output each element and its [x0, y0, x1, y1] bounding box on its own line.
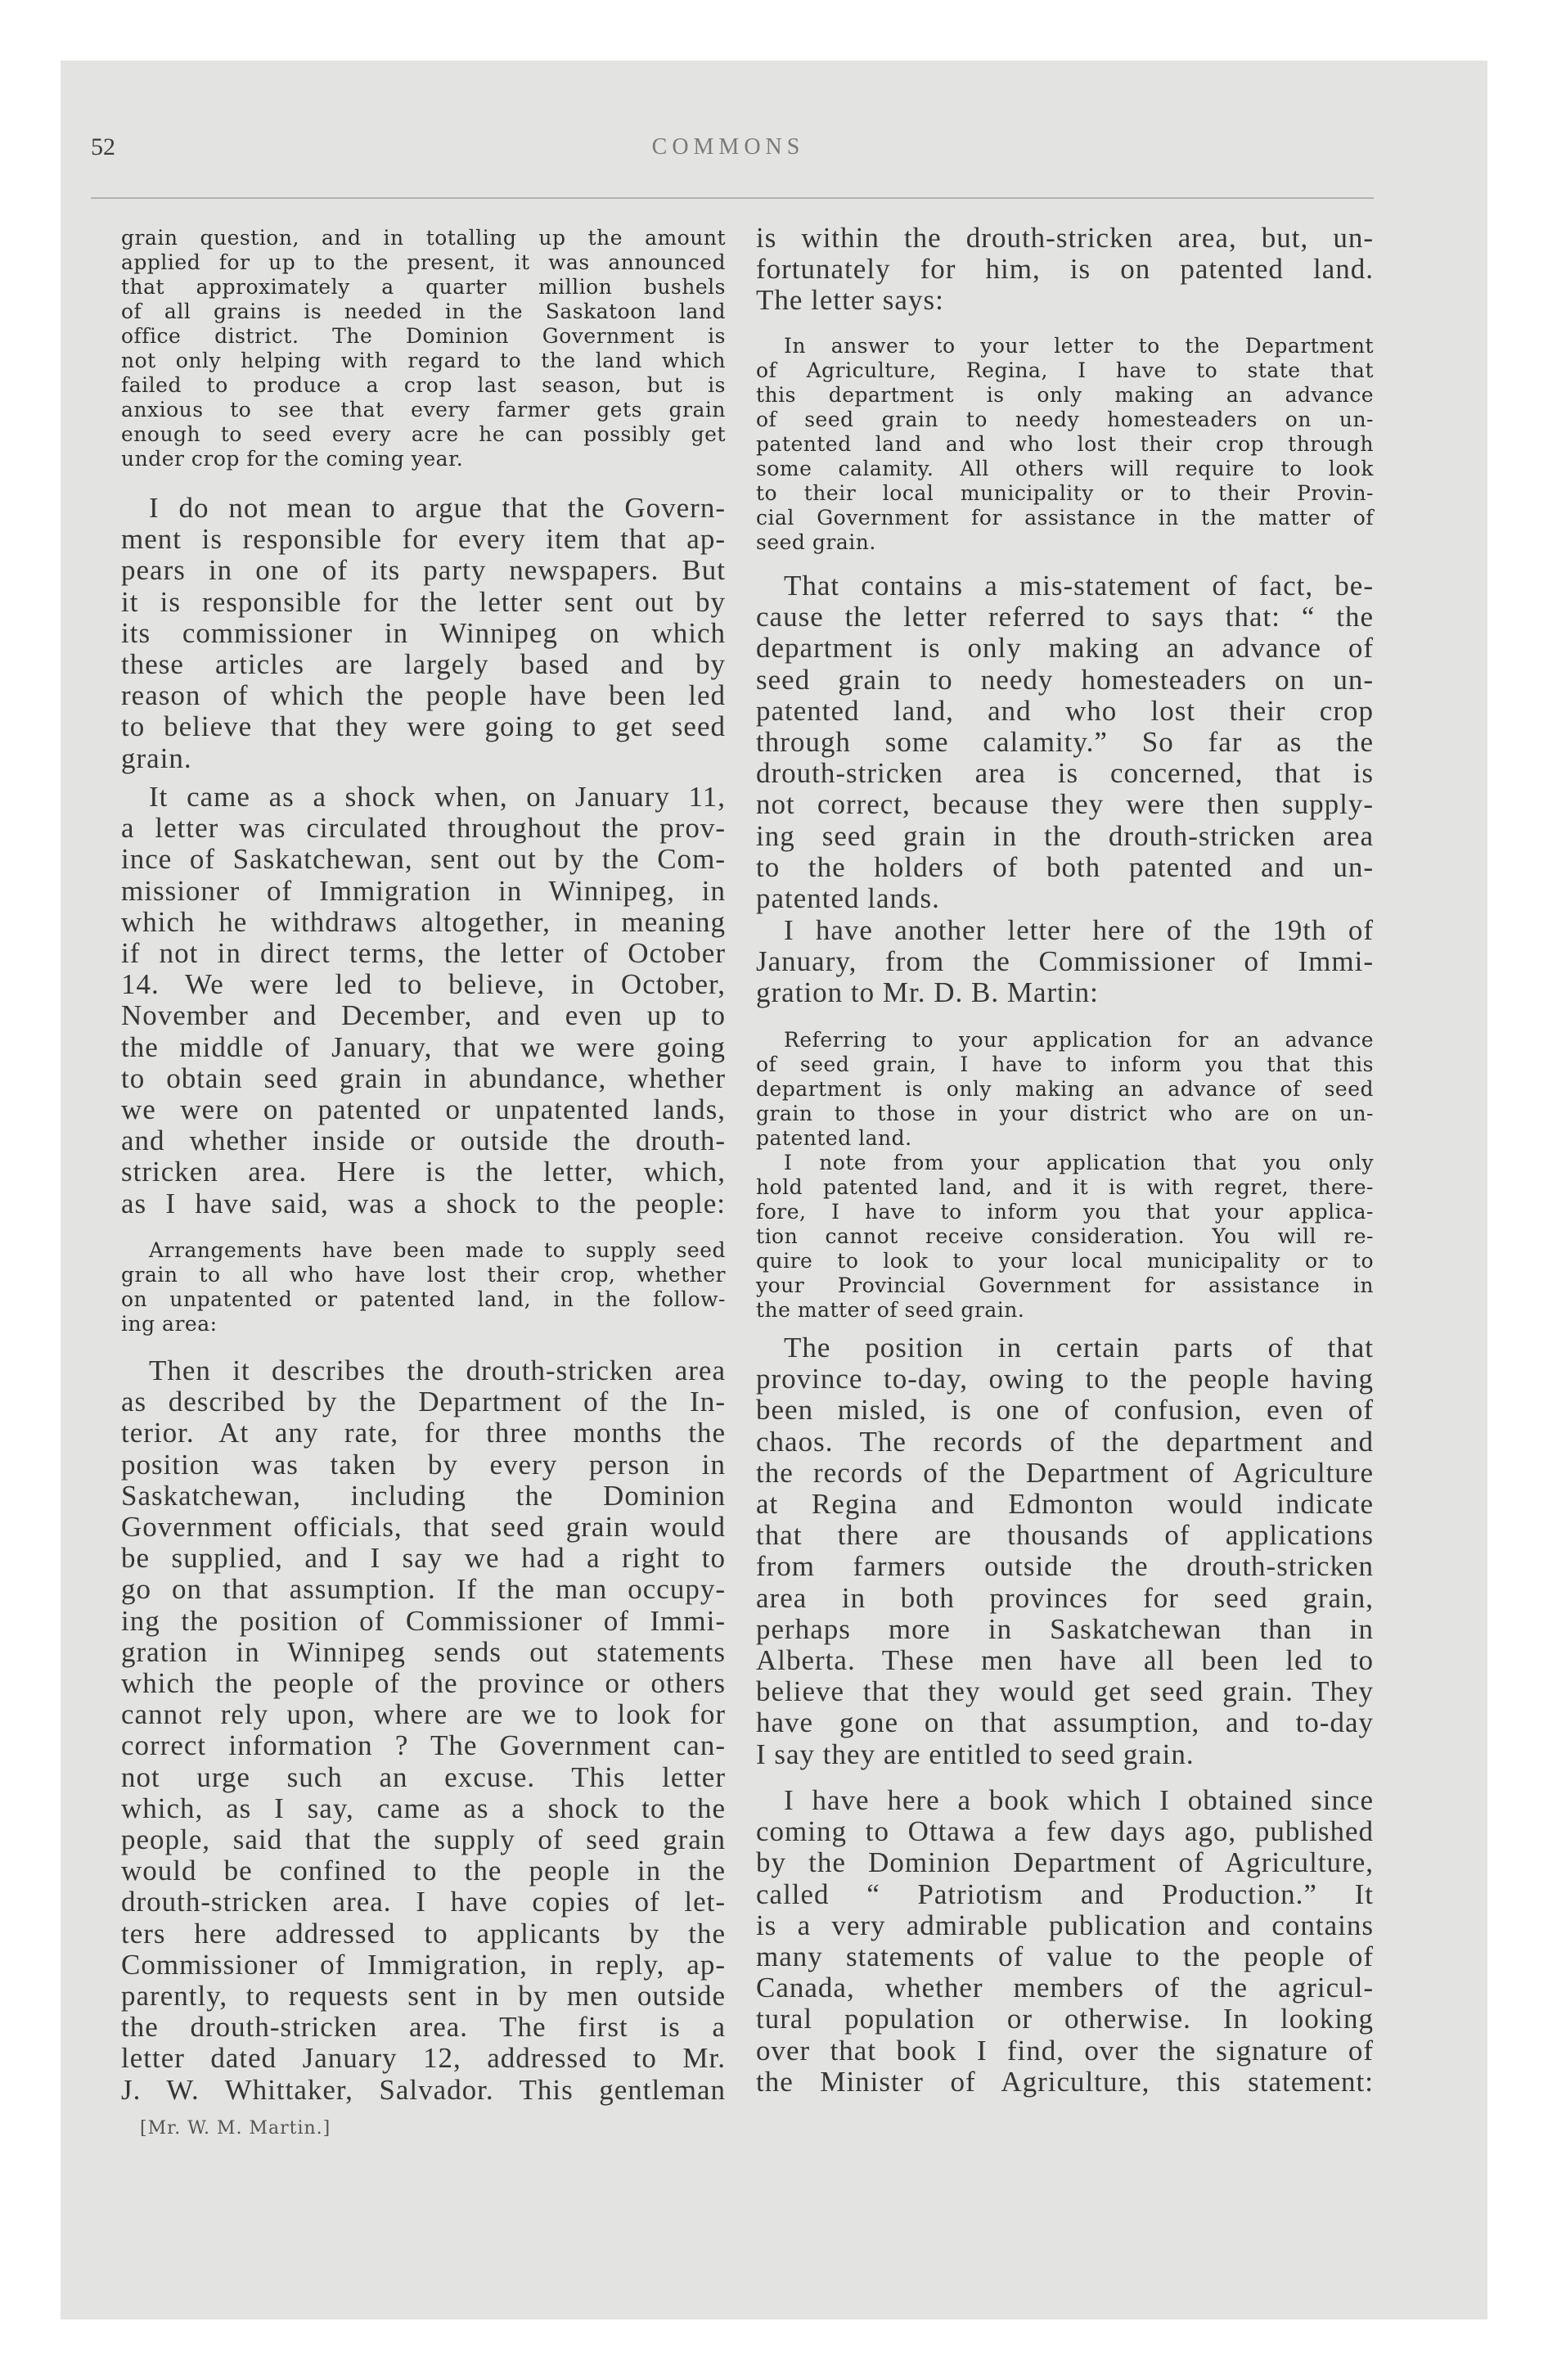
text-line: applied for up to the present, it was announced	[121, 250, 726, 274]
quoted-passage	[121, 1238, 726, 1336]
text-line: patented land.	[756, 1126, 912, 1150]
text-line: under crop for the coming year.	[121, 447, 464, 471]
text-line: Arrangements have been made to supply seed	[149, 1238, 726, 1262]
text-line: cannot rely upon, where are we to look for	[121, 1698, 726, 1731]
text-line: the matter of seed grain.	[756, 1298, 1025, 1322]
text-line: office district. The Dominion Government is	[121, 324, 726, 348]
quoted-letter	[756, 1028, 1374, 1151]
text-line: from farmers outside the drouth-stricken	[756, 1550, 1374, 1583]
text-line: as described by the Department of the In-	[121, 1386, 726, 1418]
body-paragraph	[756, 1332, 1374, 1770]
text-line: I do not mean to argue that the Govern-	[149, 492, 726, 524]
text-line: fortunately for him, is on patented land.	[756, 253, 1374, 286]
text-line: chaos. The records of the department and	[756, 1425, 1374, 1458]
text-line: which he withdraws altogether, in meaning	[121, 905, 726, 938]
text-line: which the people of the province or others	[121, 1667, 726, 1700]
text-line: its commissioner in Winnipeg on which	[121, 616, 726, 649]
text-line: The position in certain parts of that	[784, 1332, 1374, 1364]
text-line: area in both provinces for seed grain,	[756, 1581, 1374, 1614]
text-line: fore, I have to inform you that your applica-	[756, 1200, 1374, 1224]
text-line: perhaps more in Saskatchewan than in	[756, 1612, 1374, 1645]
text-line: It came as a shock when, on January 11,	[149, 781, 726, 813]
text-line: Canada, whether members of the agricul-	[756, 1972, 1374, 2004]
text-line: over that book I find, over the signature of	[756, 2034, 1374, 2067]
text-line: grain to those in your district who are on un-	[756, 1102, 1374, 1125]
text-line: some calamity. All others will require to look	[756, 457, 1374, 480]
text-line: position was taken by every person in	[121, 1448, 726, 1481]
text-line: quire to look to your local municipality or to	[756, 1249, 1374, 1273]
text-line: as I have said, was a shock to the people:	[121, 1187, 726, 1219]
text-line: January, from the Commissioner of Immi-	[756, 945, 1374, 978]
text-line: pears in one of its party newspapers. But	[121, 554, 726, 587]
text-line: to their local municipality or to their Provin-	[756, 481, 1374, 505]
text-line: go on that assumption. If the man occupy-	[121, 1573, 726, 1606]
text-line: ing seed grain in the drouth-stricken area	[756, 819, 1374, 852]
body-paragraph	[121, 1355, 726, 2106]
body-paragraph	[756, 570, 1374, 914]
text-line: ters here addressed to applicants by the	[121, 1917, 726, 1950]
text-line: ing the position of Commissioner of Immi-	[121, 1604, 726, 1637]
text-line: it is responsible for the letter sent out by	[121, 585, 726, 618]
text-line: the middle of January, that we were going	[121, 1030, 726, 1063]
text-line: grain to all who have lost their crop, whether	[121, 1263, 726, 1287]
text-line: to believe that they were going to get seed	[121, 710, 726, 743]
text-line: have gone on that assumption, and to-day	[756, 1706, 1374, 1739]
text-line: people, said that the supply of seed grain	[121, 1823, 726, 1856]
text-line: Alberta. These men have all been led to	[756, 1644, 1374, 1677]
text-line: drouth-stricken area. I have copies of let-	[121, 1886, 726, 1918]
text-line: which, as I say, came as a shock to the	[121, 1792, 726, 1824]
text-line: called “ Patriotism and Production.” It	[756, 1877, 1374, 1910]
text-line: not only helping with regard to the land which	[121, 349, 726, 372]
text-line: I say they are entitled to seed grain.	[756, 1738, 1195, 1770]
quoted-passage	[121, 226, 726, 471]
text-line: Referring to your application for an advance	[784, 1028, 1374, 1052]
text-line: of all grains is needed in the Saskatoon land	[121, 300, 726, 323]
text-line: province to-day, owing to the people having	[756, 1363, 1374, 1395]
text-line: stricken area. Here is the letter, which,	[121, 1156, 726, 1188]
text-line: that there are thousands of applications	[756, 1519, 1374, 1552]
text-line: is within the drouth-stricken area, but, un-	[756, 222, 1374, 254]
text-line: I have here a book which I obtained since	[784, 1784, 1374, 1816]
speaker-attribution: [Mr. W. M. Martin.]	[140, 2118, 331, 2139]
text-line: I note from your application that you only	[784, 1151, 1374, 1174]
text-line: Then it describes the drouth-stricken area	[149, 1355, 726, 1386]
text-line: been misled, is one of confusion, even of	[756, 1394, 1374, 1427]
text-line: on unpatented or patented land, in the follow-	[121, 1287, 726, 1311]
text-line: the drouth-stricken area. The first is a	[121, 2011, 726, 2044]
text-line: parently, to requests sent in by men outside	[121, 1980, 726, 2013]
text-line: coming to Ottawa a few days ago, published	[756, 1815, 1374, 1848]
text-line: the Minister of Agriculture, this statement:	[756, 2065, 1374, 2098]
text-line: to obtain seed grain in abundance, whether	[121, 1062, 726, 1094]
body-paragraph	[121, 782, 726, 1219]
text-line: be supplied, and I say we had a right to	[121, 1542, 726, 1575]
text-line: a letter was circulated throughout the prov-	[121, 812, 726, 845]
text-line: The letter says:	[756, 284, 944, 317]
text-line: not urge such an excuse. This letter	[121, 1760, 726, 1793]
text-line: hold patented land, and it is with regret, there-	[756, 1175, 1374, 1199]
text-line: to the holders of both patented and un-	[756, 850, 1374, 883]
text-line: believe that they would get seed grain. They	[756, 1675, 1374, 1708]
text-line: the records of the Department of Agriculture	[756, 1456, 1374, 1489]
text-line: correct information ? The Government can-	[121, 1729, 726, 1762]
text-line: is a very admirable publication and contains	[756, 1909, 1374, 1941]
text-line: through some calamity.” So far as the	[756, 726, 1374, 759]
text-line: Government officials, that seed grain would	[121, 1511, 726, 1544]
scanned-page	[61, 61, 1487, 2319]
text-line: ing area:	[121, 1312, 218, 1336]
text-line: cial Government for assistance in the matter of	[756, 506, 1374, 530]
running-title: COMMONS	[651, 134, 805, 160]
text-line: not correct, because they were then supply-	[756, 788, 1374, 821]
text-line: patented land and who lost their crop through	[756, 432, 1374, 456]
body-paragraph	[121, 493, 726, 774]
text-line: drouth-stricken area is concerned, that is	[756, 757, 1374, 790]
right-column	[756, 61, 1374, 2319]
text-line: failed to produce a crop last season, but is	[121, 373, 726, 397]
page-number: 52	[91, 133, 115, 160]
quoted-letter	[756, 1151, 1374, 1323]
body-paragraph	[756, 915, 1374, 1009]
body-paragraph	[756, 1785, 1374, 2098]
text-line: department is only making an advance of seed	[756, 1077, 1374, 1101]
text-line: grain question, and in totalling up the amount	[121, 226, 726, 250]
text-line: that approximately a quarter million bushels	[121, 275, 726, 299]
text-line: J. W. Whittaker, Salvador. This gentleman	[121, 2073, 726, 2106]
body-paragraph	[756, 223, 1374, 317]
text-line: anxious to see that every farmer gets grain	[121, 398, 726, 421]
text-line: grain.	[121, 741, 192, 774]
text-line: reason of which the people have been led	[121, 679, 726, 712]
text-line: Commissioner of Immigration, in reply, ap-	[121, 1948, 726, 1981]
text-line: tural population or otherwise. In looking	[756, 2003, 1374, 2035]
text-line: these articles are largely based and by	[121, 648, 726, 681]
text-line: by the Dominion Department of Agriculture,	[756, 1846, 1374, 1879]
text-line: That contains a mis-statement of fact, be-	[784, 570, 1374, 602]
text-line: of seed grain to needy homesteaders on un-	[756, 408, 1374, 431]
text-line: letter dated January 12, addressed to Mr.	[121, 2042, 726, 2075]
text-line: at Regina and Edmonton would indicate	[756, 1488, 1374, 1521]
text-line: department is only making an advance of	[756, 632, 1374, 665]
text-line: if not in direct terms, the letter of October	[121, 937, 726, 970]
quoted-letter	[756, 334, 1374, 555]
text-line: would be confined to the people in the	[121, 1855, 726, 1887]
left-column	[121, 61, 726, 2319]
text-line: this department is only making an advance	[756, 383, 1374, 407]
text-line: Saskatchewan, including the Dominion	[121, 1479, 726, 1512]
text-line: November and December, and even up to	[121, 999, 726, 1032]
text-line: many statements of value to the people of	[756, 1941, 1374, 1973]
text-line: we were on patented or unpatented lands,	[121, 1093, 726, 1126]
text-line: seed grain.	[756, 530, 876, 554]
text-line: I have another letter here of the 19th of	[784, 914, 1374, 946]
text-line: patented lands.	[756, 882, 940, 915]
text-line: terior. At any rate, for three months the	[121, 1417, 726, 1449]
text-line: gration to Mr. D. B. Martin:	[756, 976, 1099, 1009]
text-line: of seed grain, I have to inform you that this	[756, 1053, 1374, 1076]
text-line: and whether inside or outside the drouth-	[121, 1125, 726, 1157]
text-line: enough to seed every acre he can possibly get	[121, 422, 726, 446]
text-line: ment is responsible for every item that ap-	[121, 523, 726, 556]
text-line: of Agriculture, Regina, I have to state that	[756, 358, 1374, 382]
text-line: your Provincial Government for assistance in	[756, 1273, 1374, 1297]
text-line: 14. We were led to believe, in October,	[121, 968, 726, 1001]
text-line: gration in Winnipeg sends out statements	[121, 1635, 726, 1668]
text-line: cause the letter referred to says that: “ the	[756, 601, 1374, 633]
text-line: missioner of Immigration in Winnipeg, in	[121, 874, 726, 907]
text-line: ince of Saskatchewan, sent out by the Com-	[121, 843, 726, 876]
text-line: In answer to your letter to the Department	[784, 334, 1374, 358]
text-line: patented land, and who lost their crop	[756, 694, 1374, 727]
text-line: tion cannot receive consideration. You will re-	[756, 1224, 1374, 1248]
text-line: seed grain to needy homesteaders on un-	[756, 663, 1374, 696]
